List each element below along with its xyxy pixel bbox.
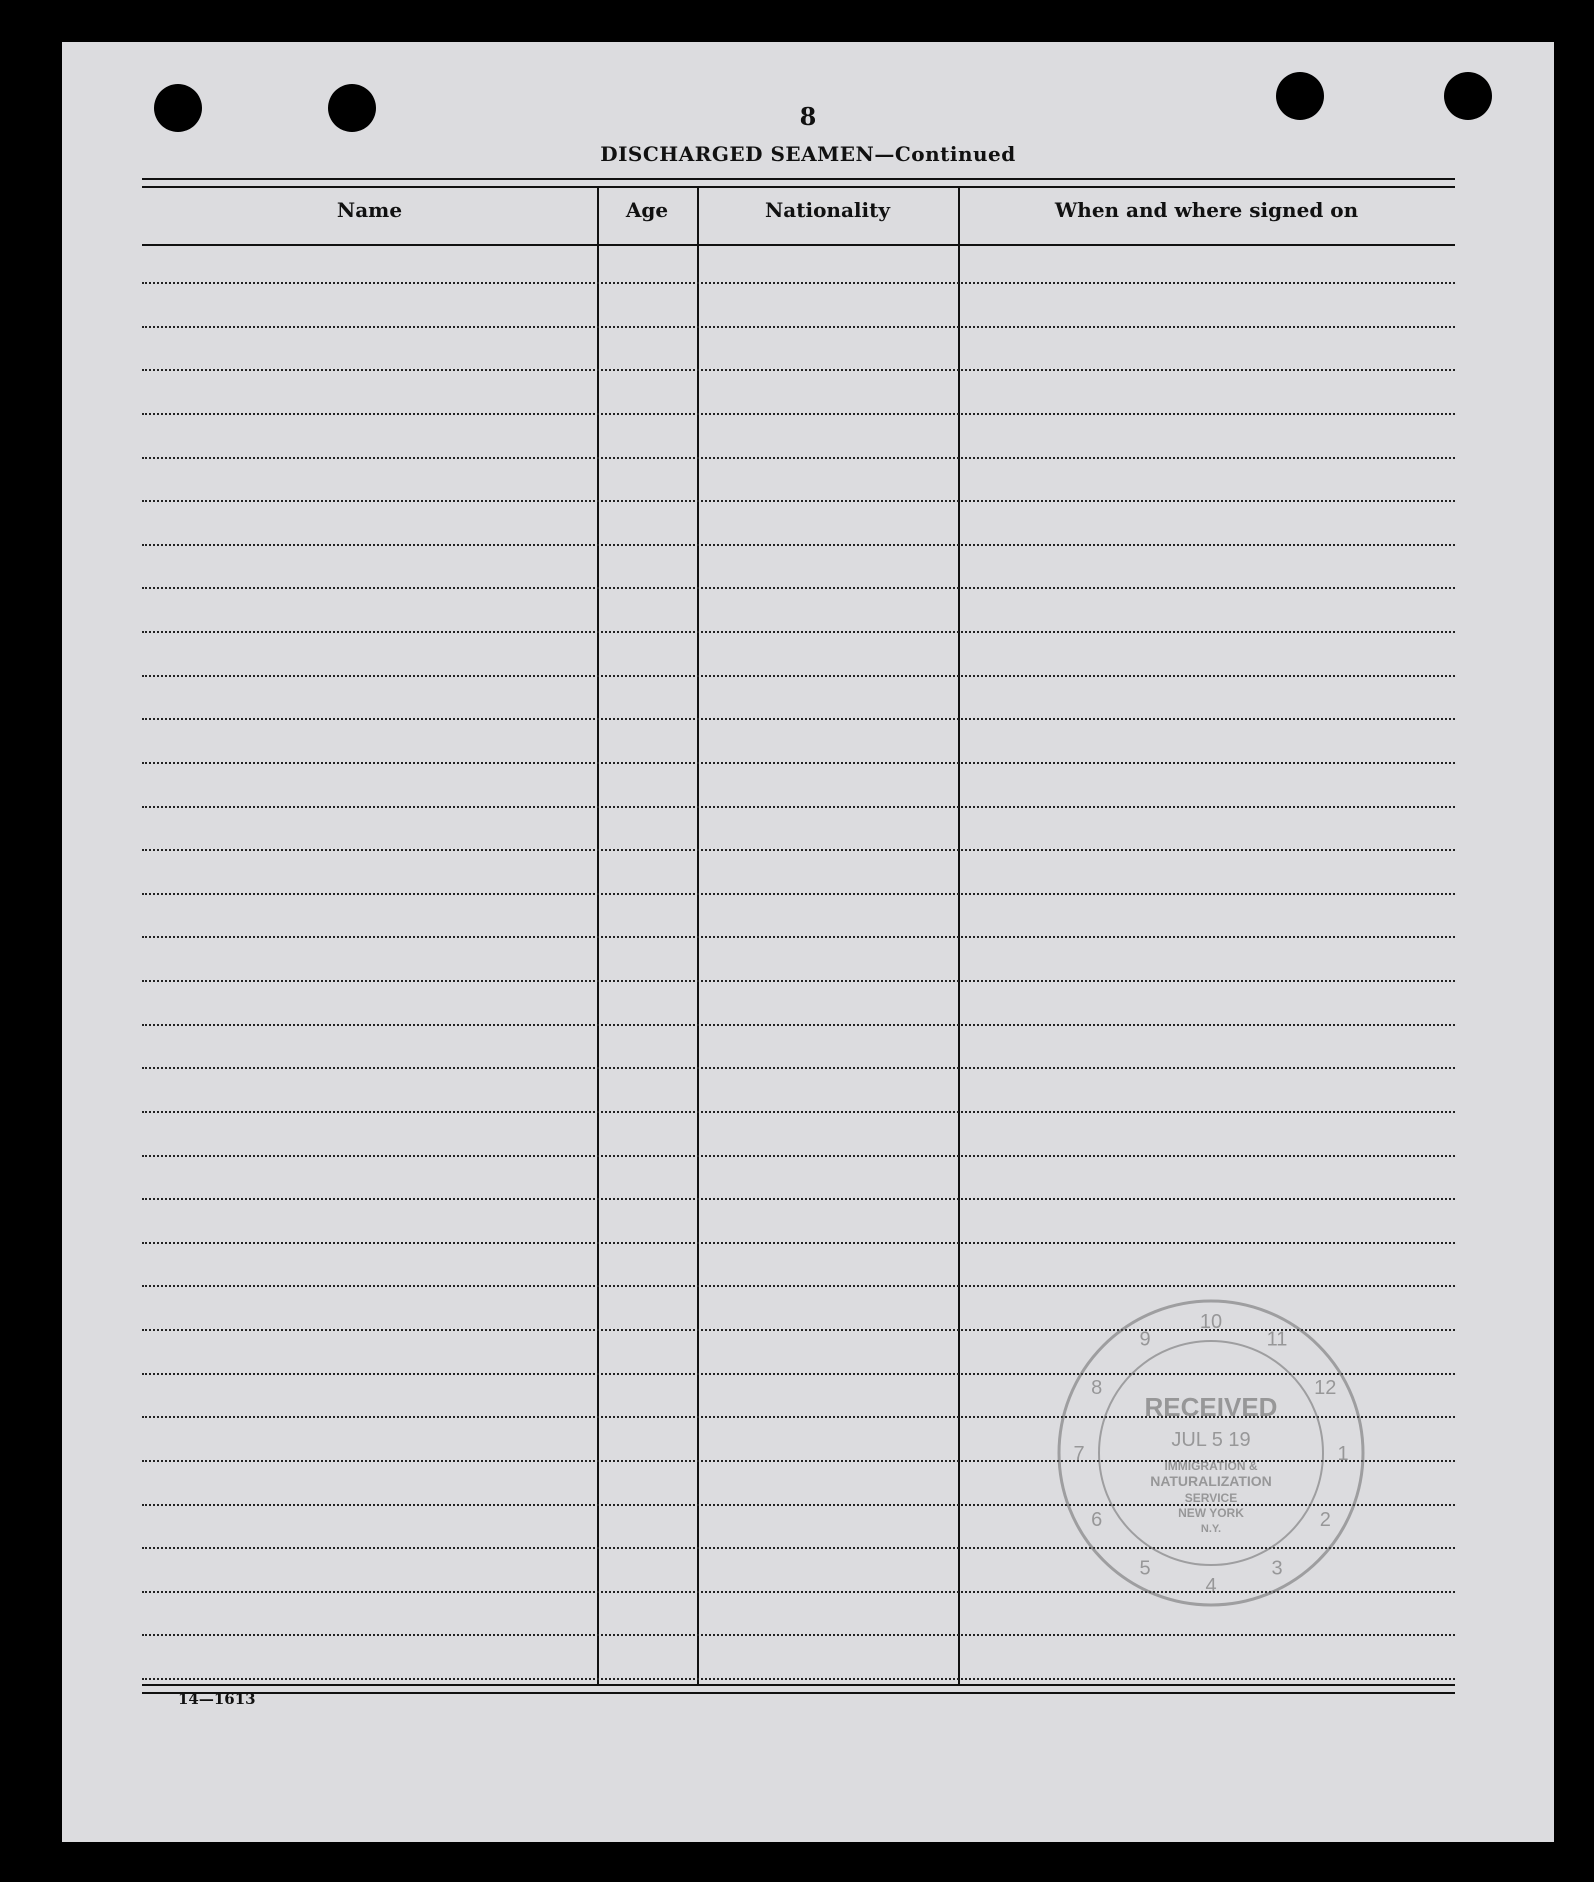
table-row bbox=[142, 1198, 1455, 1200]
table-row bbox=[142, 849, 1455, 851]
table-row bbox=[142, 587, 1455, 589]
table-row bbox=[142, 806, 1455, 808]
page-number: 8 bbox=[799, 102, 817, 131]
stamp-ring-number: 6 bbox=[1091, 1509, 1103, 1531]
table-header-rule bbox=[142, 244, 1455, 246]
stamp-line-1: IMMIGRATION & bbox=[1164, 1459, 1258, 1473]
table-row bbox=[142, 326, 1455, 328]
stamp-line-2: NATURALIZATION bbox=[1150, 1473, 1272, 1489]
table-top-rule bbox=[142, 178, 1455, 188]
stamp-date: JUL 5 19 bbox=[1171, 1429, 1251, 1451]
stamp-outer-ring bbox=[1059, 1301, 1363, 1605]
stamp-ring-number: 12 bbox=[1314, 1377, 1337, 1399]
stamp-line-4: NEW YORK bbox=[1178, 1506, 1244, 1520]
received-stamp bbox=[1052, 1294, 1370, 1612]
column-header-age: Age bbox=[625, 198, 669, 222]
document-page bbox=[62, 42, 1554, 1842]
table-row bbox=[142, 980, 1455, 982]
form-code: 14—1613 bbox=[178, 1690, 256, 1708]
table-row bbox=[142, 282, 1455, 284]
table-row bbox=[142, 1067, 1455, 1069]
table-bottom-rule bbox=[142, 1684, 1455, 1694]
table-row bbox=[142, 936, 1455, 938]
table-row bbox=[142, 1155, 1455, 1157]
stamp-ring-number: 11 bbox=[1266, 1328, 1288, 1351]
stamp-ring-number: 4 bbox=[1205, 1575, 1217, 1597]
stamp-ring-numbers bbox=[1073, 1311, 1348, 1597]
table-row bbox=[142, 1024, 1455, 1026]
column-header-signed-on: When and where signed on bbox=[1054, 198, 1359, 222]
page-heading: DISCHARGED SEAMEN—Continued bbox=[600, 142, 1016, 166]
table-row bbox=[142, 369, 1455, 371]
column-header-name: Name bbox=[336, 198, 403, 222]
column-header-nationality: Nationality bbox=[765, 198, 890, 222]
stamp-title: RECEIVED bbox=[1144, 1392, 1278, 1422]
stamp-ring-number: 8 bbox=[1091, 1377, 1103, 1399]
table-row bbox=[142, 544, 1455, 546]
table-row bbox=[142, 1242, 1455, 1244]
table-row bbox=[142, 457, 1455, 459]
stamp-line-5: N.Y. bbox=[1200, 1523, 1222, 1535]
table-row bbox=[142, 762, 1455, 764]
table-row bbox=[142, 1678, 1455, 1680]
table-row bbox=[142, 893, 1455, 895]
table-row bbox=[142, 500, 1455, 502]
table-row bbox=[142, 631, 1455, 633]
stamp-line-3: SERVICE bbox=[1184, 1491, 1238, 1505]
table-row bbox=[142, 718, 1455, 720]
stamp-ring-number: 5 bbox=[1139, 1557, 1151, 1580]
stamp-ring-number: 10 bbox=[1199, 1311, 1223, 1333]
stamp-ring-number: 2 bbox=[1319, 1509, 1331, 1531]
table-row bbox=[142, 1634, 1455, 1636]
table-row bbox=[142, 413, 1455, 415]
stamp-ring-number: 3 bbox=[1271, 1557, 1283, 1580]
stamp-ring-number: 1 bbox=[1337, 1443, 1349, 1465]
stamp-ring-number: 7 bbox=[1073, 1443, 1085, 1465]
table-row bbox=[142, 1285, 1455, 1287]
stamp-ring-number: 9 bbox=[1139, 1328, 1151, 1351]
table-row bbox=[142, 675, 1455, 677]
table-row bbox=[142, 1111, 1455, 1113]
